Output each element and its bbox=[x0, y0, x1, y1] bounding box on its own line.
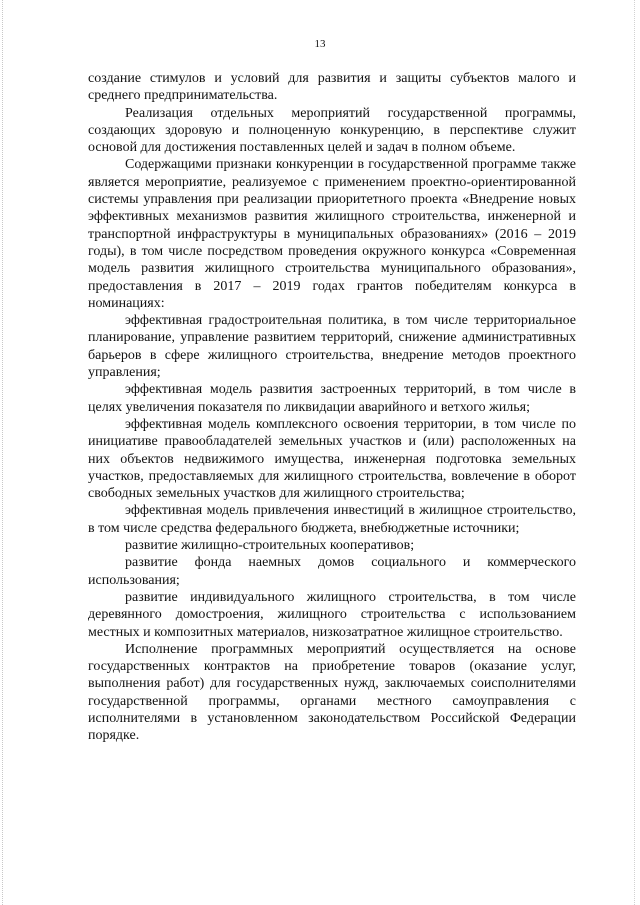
document-body bbox=[88, 70, 576, 745]
page-edge-left bbox=[2, 0, 3, 905]
paragraph: Исполнение программных мероприятий осуществляется на основе государственных контрактов на приобретение товаров (оказание услуг, выполнения работ) для государственных нужд, заключаемых соисполнителями государственной программы, органами местного самоуправления с исполнителями в установленном законодательством Российской Федерации порядке. bbox=[88, 641, 576, 744]
page-edge-right bbox=[634, 0, 635, 905]
nomination-item: эффективная модель привлечения инвестиций в жилищное строительство, в том числе средства федерального бюджета, внебюджетные источники; bbox=[88, 503, 576, 536]
nomination-item: эффективная модель развития застроенных территорий, в том числе в целях увеличения показателя по ликвидации аварийного и ветхого жилья; bbox=[88, 382, 576, 415]
nomination-item: развитие индивидуального жилищного строительства, в том числе деревянного домостроения, жилищного строительства с использованием местных и композитных материалов, низкозатратное жилищное строительство. bbox=[88, 589, 576, 640]
page-number: 13 bbox=[314, 38, 326, 50]
paragraph: Реализация отдельных мероприятий государственной программы, создающих здоровую и полноценную конкуренцию, в перспективе служит основой для достижения поставленных целей и задач в полном объеме. bbox=[88, 105, 576, 156]
nomination-item: развитие жилищно-строительных кооперативов; bbox=[125, 538, 415, 554]
nomination-item: эффективная градостроительная политика, в том числе территориальное планирование, управление развитием территорий, снижение административных барьеров в сфере жилищного строительства, внедрение методов проектного управления; bbox=[88, 313, 576, 381]
paragraph-continuation: создание стимулов и условий для развития и защиты субъектов малого и среднего предпринимательства. bbox=[88, 71, 576, 104]
paragraph: Содержащими признаки конкуренции в государственной программе также является мероприятие, реализуемое с применением проектно-ориентированной системы управления при реализации приоритетного проекта «Внедрение новых эффективных механизмов развития жилищного строительства, инженерной и транспортной инфраструктуры в муниципальных образованиях» (2016 – 2019 годы), в том числе посредством проведения окружного конкурса «Современная модель развития жилищного строительства муниципального образования», предоставления в 2017 – 2019 годах грантов победителям конкурса в номинациях: bbox=[88, 157, 576, 311]
nomination-item: эффективная модель комплексного освоения территории, в том числе по инициативе правообладателей земельных участков и (или) расположенных на них объектов недвижимого имущества, инженерная подготовка земельных участков, предоставляемых для жилищного строительства, вовлечение в оборот свободных земельных участков для жилищного строительства; bbox=[88, 416, 576, 502]
nomination-item: развитие фонда наемных домов социального и коммерческого использования; bbox=[88, 555, 576, 588]
